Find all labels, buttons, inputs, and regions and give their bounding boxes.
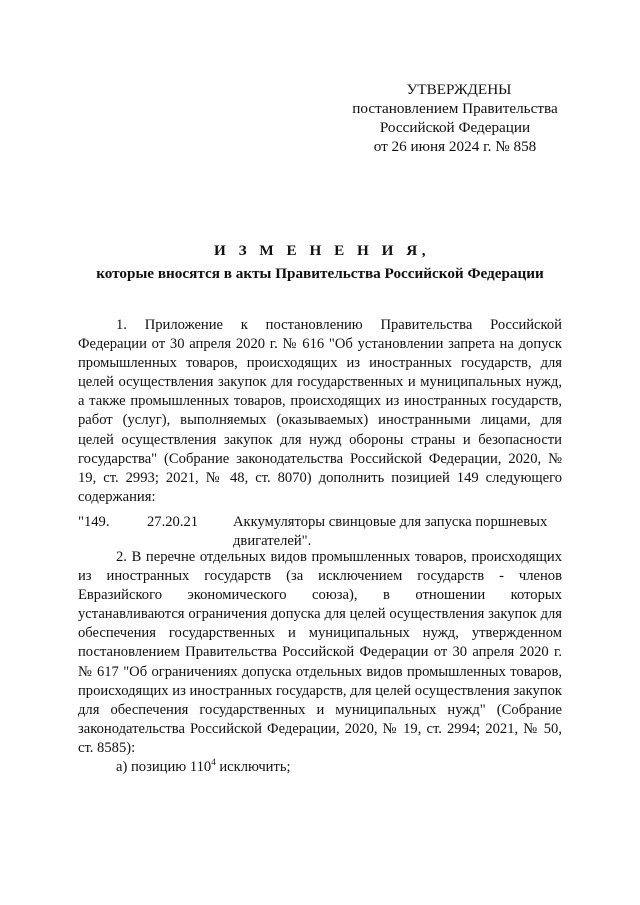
document-heading [78, 239, 562, 285]
paragraph-2: 2. В перечне отдельных видов промышленных товаров, происходящих из иностранных государств (за исключением государств - членов Евразийского экономического союза), в отношении которых устанавливаются ограничения допуска для целей осуществления закупок для обеспечения государственных и муниципальных нужд, утвержденном постановлением Правительства Российской Федерации от 30 апреля 2020 г. № 617 "Об ограничениях допуска отдельных видов промышленных товаров, происходящих из иностранных государств, для целей осуществления закупок для обеспечения государственных и муниципальных нужд" (Собрание законодательства Российской Федерации, 2020, № 19, ст. 2994; 2021, № 50, ст. 8585): [78, 549, 562, 756]
row-description: Аккумуляторы свинцовые для запуска поршневых двигателей". [233, 514, 548, 550]
item-a-prefix: а) позицию 110 [116, 759, 212, 775]
approval-line-2: Российской Федерации [379, 119, 531, 136]
approval-title: УТВЕРЖДЕНЫ [406, 81, 512, 98]
item-a-suffix: исключить; [215, 759, 291, 775]
item-a-superscript: 4 [211, 757, 216, 768]
approval-line-1: постановлением Правительства [352, 100, 558, 117]
row-code: 27.20.21 [147, 514, 199, 530]
approval-line-3: от 26 июня 2024 г. № 858 [373, 138, 537, 155]
item-a [78, 758, 562, 777]
table-row [78, 513, 562, 553]
paragraph-1: 1. Приложение к постановлению Правительства Российской Федерации от 30 апреля 2020 г. № 616 "Об установлении запрета на допуск промышленных товаров, происходящих из иностранных государств, для целей осуществления закупок для государственных и муниципальных нужд, а также промышленных товаров, происходящих из иностранных государств, работ (услуг), выполняемых (оказываемых) иностранными лицами, для целей осуществления закупок для нужд обороны страны и безопасности государства" (Собрание законодательства Российской Федерации, 2020, № 19, ст. 2993; 2021, № 48, ст. 8070) дополнить позицией 149 следующего содержания: [78, 317, 562, 505]
heading-subtitle: которые вносятся в акты Правительства Российской Федерации [96, 265, 544, 282]
row-number: "149. [78, 514, 110, 530]
approval-block [330, 80, 580, 156]
heading-title: И З М Е Н Е Н И Я, [213, 242, 430, 259]
